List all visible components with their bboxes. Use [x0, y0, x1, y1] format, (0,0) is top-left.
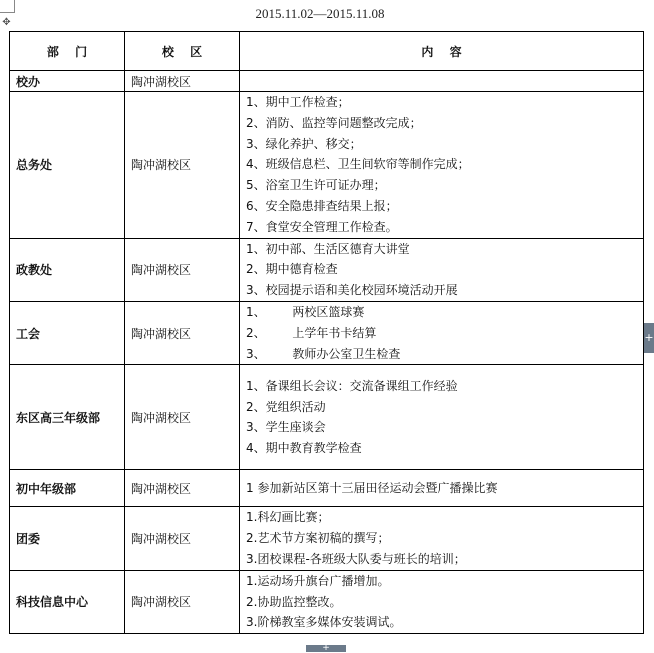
campus-cell: 陶冲湖校区: [125, 238, 240, 301]
expand-bottom-handle[interactable]: +: [306, 645, 346, 652]
content-cell: [240, 301, 644, 364]
content-item: 7、食堂安全管理工作检查。: [246, 219, 398, 234]
campus-cell: 陶冲湖校区: [125, 71, 240, 92]
content-item: 1.运动场升旗台广播增加。: [246, 573, 390, 588]
campus-cell: 陶冲湖校区: [125, 365, 240, 470]
dept-cell: 科技信息中心: [10, 570, 125, 633]
header-campus: 校 区: [125, 32, 240, 71]
content-item: 5、浴室卫生许可证办理；: [246, 178, 386, 193]
date-range: 2015.11.02—2015.11.08: [255, 6, 385, 21]
content-item: 2.协助监控整改。: [246, 594, 342, 609]
campus-cell: 陶冲湖校区: [125, 570, 240, 633]
expand-right-handle[interactable]: +: [644, 323, 654, 353]
dept-cell: 政教处: [10, 238, 125, 301]
table-row: [10, 470, 644, 507]
content-item: 1、 两校区篮球赛: [246, 304, 365, 319]
schedule-table: [9, 31, 644, 634]
table-move-handle-icon[interactable]: ✥: [2, 17, 11, 28]
content-item: 1.科幻画比赛；: [246, 510, 330, 525]
content-item: 3.团校课程-各班级大队委与班长的培训；: [246, 551, 466, 566]
campus-cell: 陶冲湖校区: [125, 92, 240, 239]
table-row: [10, 570, 644, 633]
content-item: 4、期中教育教学检查: [246, 441, 362, 456]
content-item: 3.阶梯教室多媒体安装调试。: [246, 615, 402, 630]
content-item: 4、班级信息栏、卫生间软帘等制作完成；: [246, 157, 470, 172]
table-row: [10, 92, 644, 239]
content-item: 6、安全隐患排查结果上报；: [246, 198, 398, 213]
content-item: 2.艺术节方案初稿的撰写；: [246, 531, 390, 546]
dept-cell: 工会: [10, 301, 125, 364]
header-content: 内 容: [240, 32, 644, 71]
content-item: 3、学生座谈会: [246, 420, 326, 435]
dept-cell: 初中年级部: [10, 470, 125, 507]
campus-cell: 陶冲湖校区: [125, 507, 240, 570]
dept-cell: 总务处: [10, 92, 125, 239]
header-dept: 部 门: [10, 32, 125, 71]
table-row: [10, 71, 644, 92]
table-row: [10, 507, 644, 570]
dept-cell: 校办: [10, 71, 125, 92]
content-item: 2、消防、监控等问题整改完成；: [246, 115, 422, 130]
table-row: [10, 365, 644, 470]
table-row: [10, 301, 644, 364]
campus-cell: 陶冲湖校区: [125, 301, 240, 364]
content-cell: [240, 507, 644, 570]
content-item: 2、党组织活动: [246, 399, 326, 414]
campus-cell: 陶冲湖校区: [125, 470, 240, 507]
content-cell: [240, 238, 644, 301]
content-cell: [240, 71, 644, 92]
content-item: 3、 教师办公室卫生检查: [246, 346, 401, 361]
dept-cell: 团委: [10, 507, 125, 570]
content-item: 2、期中德育检查: [246, 262, 338, 277]
content-item: 1 参加新站区第十三届田径运动会暨广播操比赛: [246, 480, 498, 495]
content-item: 1、备课组长会议：交流备课组工作经验: [246, 378, 458, 393]
content-item: 1、初中部、生活区德育大讲堂: [246, 241, 410, 256]
content-cell: [240, 470, 644, 507]
content-item: 2、 上学年书卡结算: [246, 325, 377, 340]
content-item: 3、校园提示语和美化校园环境活动开展: [246, 283, 458, 298]
table-row: [10, 238, 644, 301]
table-header-row: [10, 32, 644, 71]
dept-cell: 东区高三年级部: [10, 365, 125, 470]
content-cell: [240, 365, 644, 470]
content-cell: [240, 570, 644, 633]
content-item: 1、期中工作检查；: [246, 95, 350, 109]
content-item: 3、绿化养护、移交；: [246, 136, 362, 151]
content-cell: [240, 92, 644, 239]
